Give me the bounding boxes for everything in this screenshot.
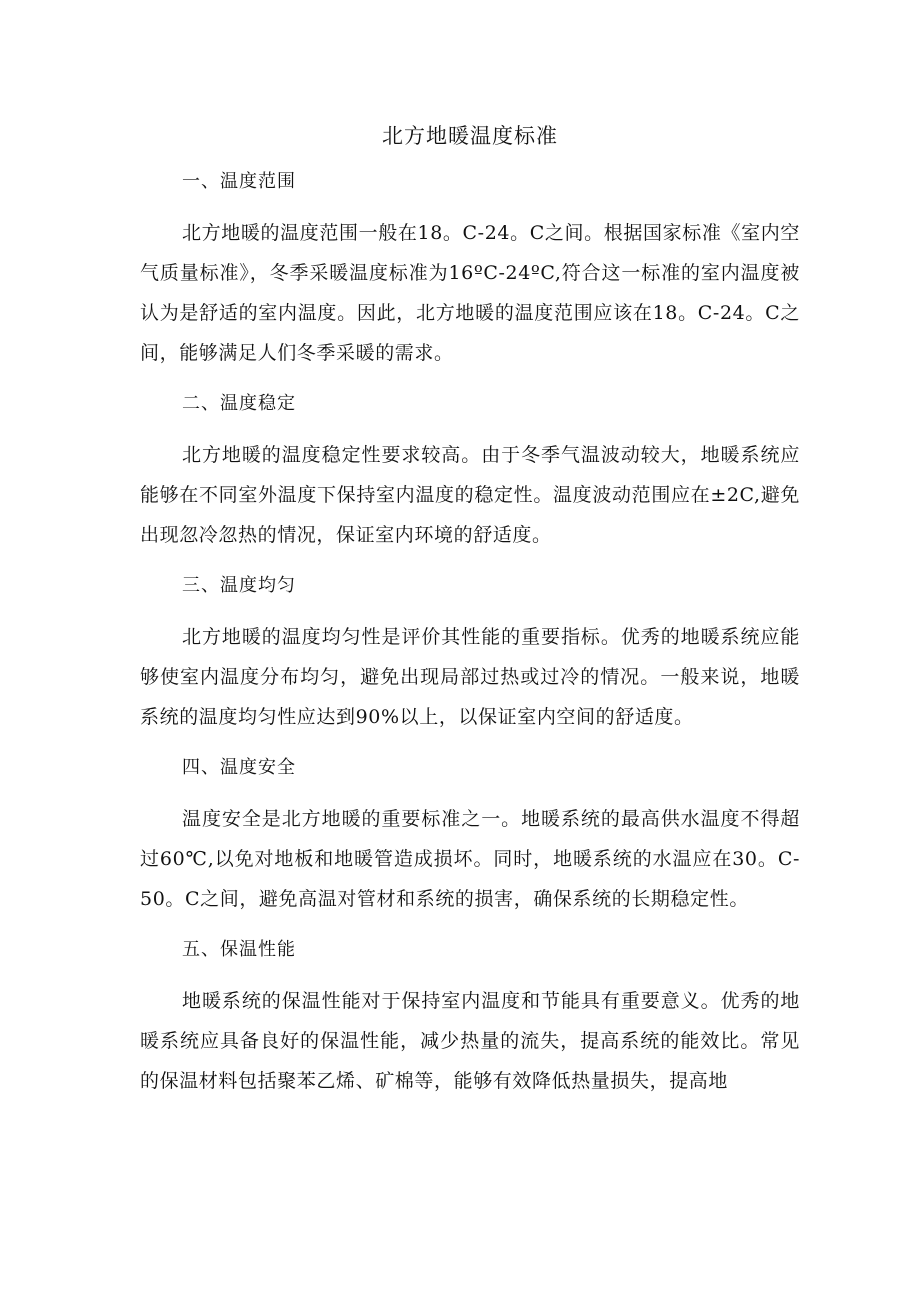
section-body-4: 温度安全是北方地暖的重要标准之一。地暖系统的最高供水温度不得超过60℃,以免对地板和地暖管造成损坏。同时，地暖系统的水温应在30。C-50。C之间，避免高温对管材和系统的损害，确保系统的长期稳定性。	[140, 808, 800, 910]
section-heading-2: 二、温度稳定	[182, 393, 296, 414]
section-heading-1: 一、温度范围	[182, 171, 296, 192]
section-body-5: 地暖系统的保温性能对于保持室内温度和节能具有重要意义。优秀的地暖系统应具备良好的保温性能，减少热量的流失，提高系统的能效比。常见的保温材料包括聚苯乙烯、矿棉等，能够有效降低热量损失，提高地	[140, 990, 800, 1092]
section-heading-3: 三、温度均匀	[182, 575, 296, 596]
document-title: 北方地暖温度标准	[382, 124, 558, 148]
section-heading-4: 四、温度安全	[182, 757, 296, 778]
section-body-2: 北方地暖的温度稳定性要求较高。由于冬季气温波动较大，地暖系统应能够在不同室外温度下保持室内温度的稳定性。温度波动范围应在±2C,避免出现忽冷忽热的情况，保证室内环境的舒适度。	[140, 444, 800, 546]
section-body-1: 北方地暖的温度范围一般在18。C-24。C之间。根据国家标准《室内空气质量标准》，冬季采暖温度标准为16ºC-24ºC,符合这一标准的室内温度被认为是舒适的室内温度。因此，北方地暖的温度范围应该在18。C-24。C之间，能够满足人们冬季采暖的需求。	[140, 222, 800, 364]
section-body-3: 北方地暖的温度均匀性是评价其性能的重要指标。优秀的地暖系统应能够使室内温度分布均匀，避免出现局部过热或过冷的情况。一般来说，地暖系统的温度均匀性应达到90%以上，以保证室内空间的舒适度。	[140, 626, 800, 728]
document-page	[140, 116, 800, 1101]
section-heading-5: 五、保温性能	[182, 939, 296, 960]
